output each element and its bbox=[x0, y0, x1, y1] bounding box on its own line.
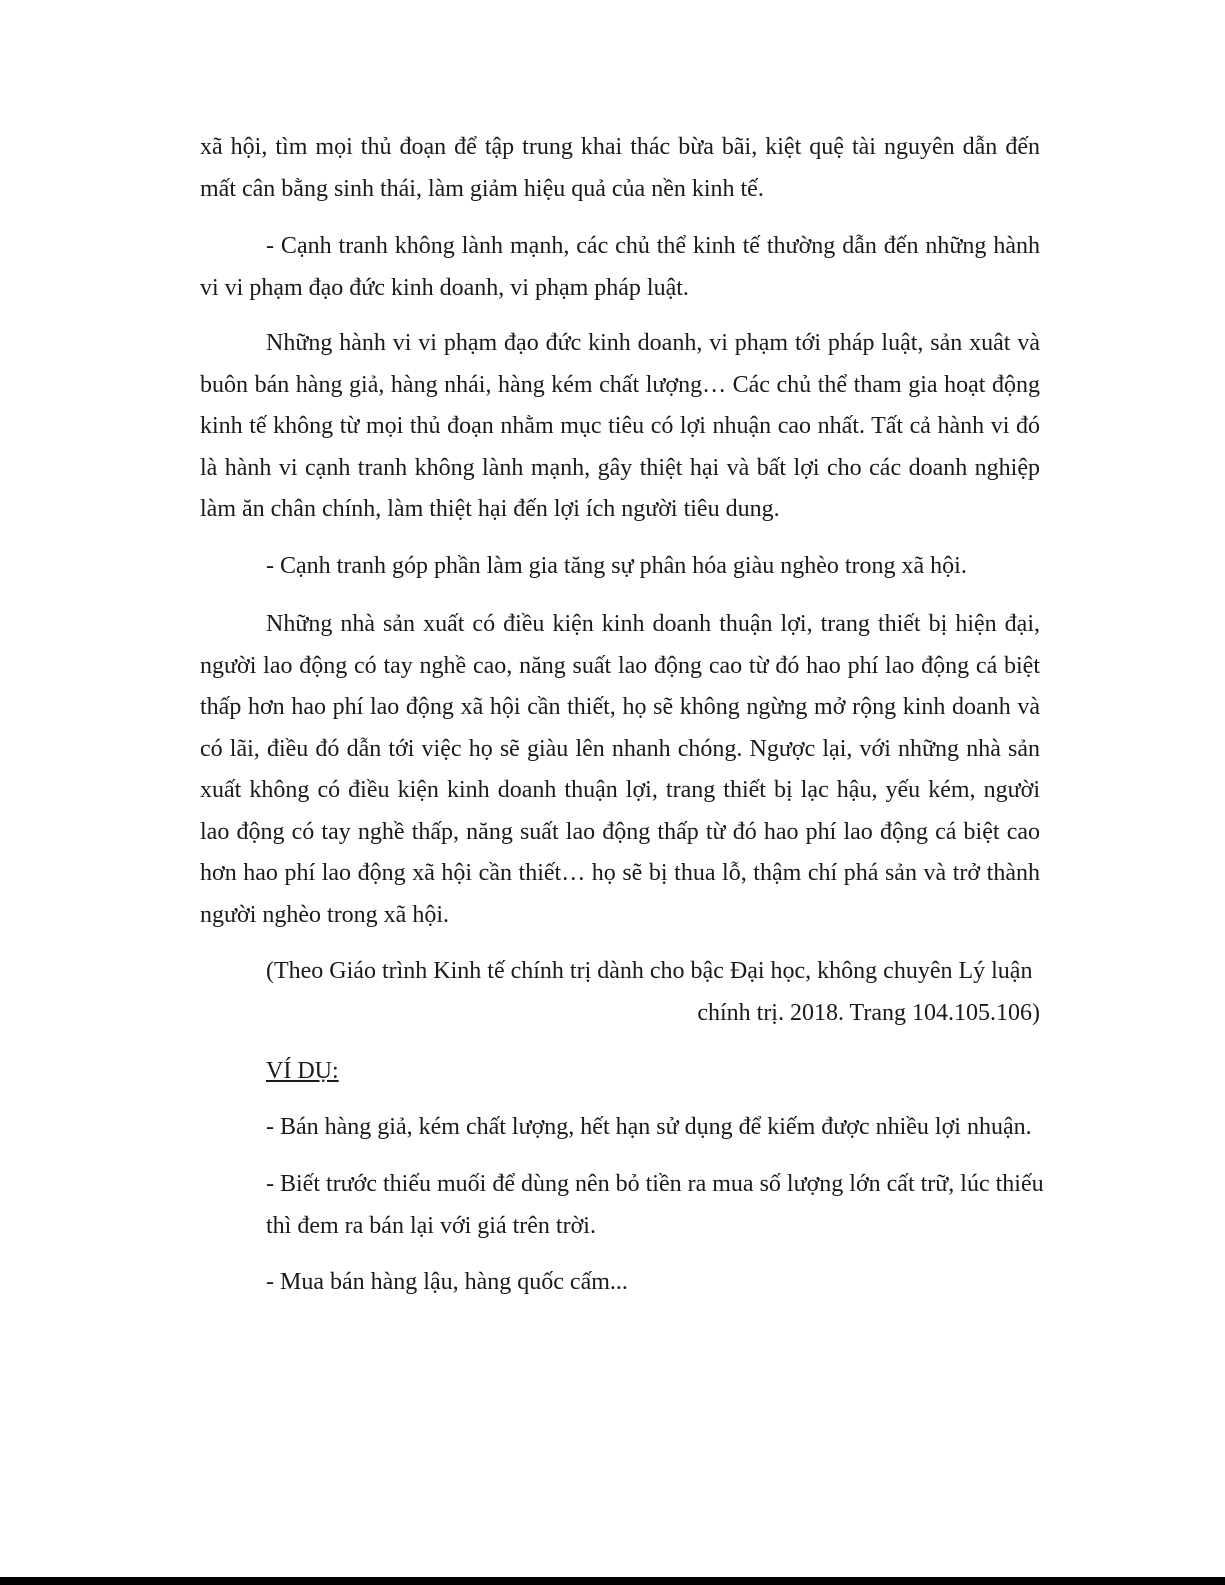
page-bottom-border bbox=[0, 1577, 1225, 1585]
citation-line-1: (Theo Giáo trình Kinh tế chính trị dành cho bậc Đại học, không chuyên Lý luận bbox=[266, 958, 1033, 984]
paragraph-wealth-gap-detail: Những nhà sản xuất có điều kiện kinh doanh thuận lợi, trang thiết bị hiện đại, người lao động có tay nghề cao, năng suất lao động cao từ đó hao phí lao động cá biệt thấp hơn hao phí lao động xã hội cần thiết, họ sẽ không ngừng mở rộng kinh doanh và có lãi, điều đó dẫn tới việc họ sẽ giàu lên nhanh chóng. Ngược lại, với những nhà sản xuất không có điều kiện kinh doanh thuận lợi, trang thiết bị lạc hậu, yếu kém, người lao động có tay nghề thấp, năng suất lao động thấp từ đó hao phí lao động cá biệt cao hơn hao phí lao động xã hội cần thiết… họ sẽ bị thua lỗ, thậm chí phá sản và trở thành người nghèo trong xã hội. bbox=[200, 611, 1040, 928]
paragraph-wealth-gap-point: - Cạnh tranh góp phần làm gia tăng sự phân hóa giàu nghèo trong xã hội. bbox=[266, 553, 967, 579]
paragraph-unfair-competition-point: - Cạnh tranh không lành mạnh, các chủ thể kinh tế thường dẫn đến những hành vi vi phạm đạo đức kinh doanh, vi phạm pháp luật. bbox=[200, 233, 1040, 301]
paragraph-resource-exploitation: xã hội, tìm mọi thủ đoạn để tập trung khai thác bừa bãi, kiệt quệ tài nguyên dẫn đến mất cân bằng sinh thái, làm giảm hiệu quả của nền kinh tế. bbox=[200, 134, 1040, 202]
example-item: - Biết trước thiếu muối để dùng nên bỏ tiền ra mua số lượng lớn cất trữ, lúc thiếu thì đem ra bán lại với giá trên trời. bbox=[266, 1171, 1044, 1239]
example-item: - Mua bán hàng lậu, hàng quốc cấm... bbox=[266, 1269, 628, 1295]
examples-heading: VÍ DỤ: bbox=[266, 1058, 339, 1084]
citation-line-2: chính trị. 2018. Trang 104.105.106) bbox=[697, 999, 1040, 1026]
example-item: - Bán hàng giả, kém chất lượng, hết hạn sử dụng để kiếm được nhiều lợi nhuận. bbox=[266, 1114, 1032, 1140]
paragraph-unfair-competition-detail: Những hành vi vi phạm đạo đức kinh doanh, vi phạm tới pháp luật, sản xuât và buôn bán hàng giả, hàng nhái, hàng kém chất lượng… Các chủ thể tham gia hoạt động kinh tế không từ mọi thủ đoạn nhằm mục tiêu có lợi nhuận cao nhất. Tất cả hành vi đó là hành vi cạnh tranh không lành mạnh, gây thiệt hại và bất lợi cho các doanh nghiệp làm ăn chân chính, làm thiệt hại đến lợi ích người tiêu dung. bbox=[200, 330, 1040, 522]
citation bbox=[266, 951, 1040, 1034]
